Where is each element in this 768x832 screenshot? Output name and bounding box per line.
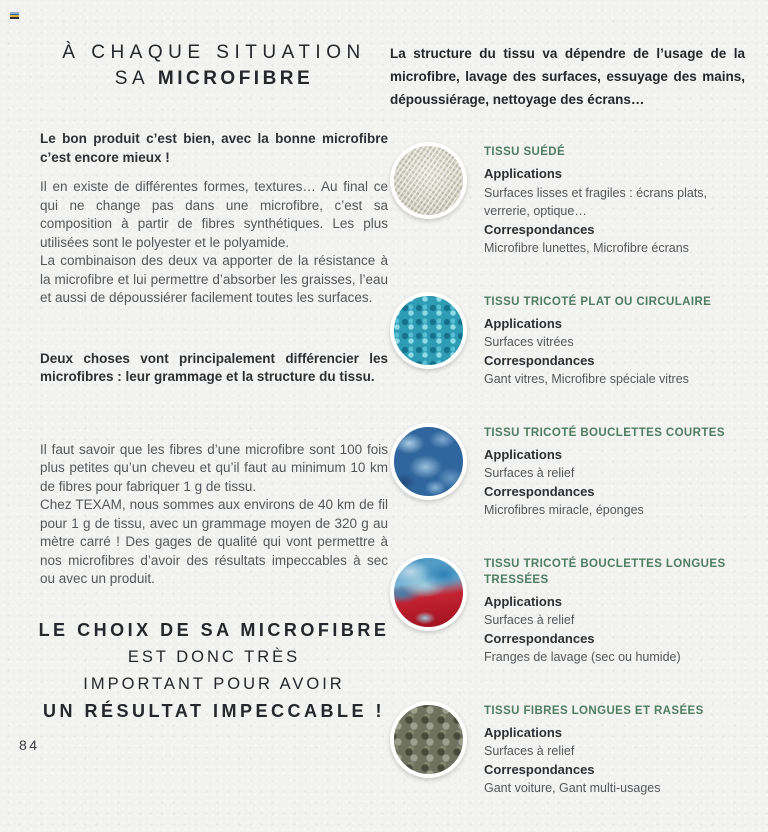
applications-value: Surfaces lisses et fragiles : écrans plats, verrerie, optique… (484, 185, 708, 218)
fabric-item-tricote-plat (390, 292, 748, 389)
fabric-item-suede (390, 142, 748, 258)
applications-value: Surfaces vitrées (484, 335, 574, 349)
fabric-title: TISSU TRICOTÉ PLAT OU CIRCULAIRE (484, 295, 712, 308)
paragraph-good-product: Le bon produit c’est bien, avec la bonne microfibre c’est encore mieux ! (40, 131, 388, 165)
applications-value: Surfaces à relief (484, 466, 575, 480)
correspondances-value: Gant vitres, Microfibre spéciale vitres (484, 372, 689, 386)
fabric-photo-blue-loops (390, 423, 467, 500)
fabric-item-fibres-rasees (390, 701, 748, 798)
fabric-title: TISSU TRICOTÉ BOUCLETTES LONGUES TRESSÉES (484, 557, 726, 586)
applications-value: Surfaces à relief (484, 613, 575, 627)
page-title (40, 40, 388, 92)
paragraph-two-differences: Deux choses vont principalement différencier les microfibres : leur grammage et la structure du tissu. (40, 350, 388, 384)
fabric-title: TISSU TRICOTÉ BOUCLETTES COURTES (484, 426, 725, 439)
left-column (40, 40, 388, 589)
page-number: 84 (19, 737, 40, 753)
correspondances-value: Gant voiture, Gant multi-usages (484, 781, 661, 795)
correspondances-value: Franges de lavage (sec ou humide) (484, 650, 681, 664)
fabric-info (484, 554, 736, 667)
correspondances-label: Correspondances (484, 221, 595, 237)
applications-label: Applications (484, 593, 563, 609)
paragraph-combination: La combinaison des deux va apporter de la résistance à la microfibre et lui permettre d’absorber les graisses, l’eau et aussi de dépoussiérer facilement toutes les surfaces. (40, 253, 388, 305)
page-title-line2-normal: SA (114, 68, 158, 89)
fabric-photo-suede (390, 142, 467, 219)
paragraph-forms-textures: Il en existe de différentes formes, textures… Au final ce qui ne change pas dans une microfibre, c’est sa composition à partir de fibres synthétiques. Les plus utilisées sont le polyester et le polyamide. (40, 179, 388, 250)
applications-label: Applications (484, 166, 563, 181)
right-column (390, 42, 748, 832)
applications-value: Surfaces à relief (484, 744, 575, 758)
paragraph-texam-quality: Chez TEXAM, nous sommes aux environs de 40 km de fil pour 1 g de tissu, avec un grammage moyen de 320 g au mètre carré ! Des gages de qualité qui vont permettre à nos microfibres d’avoir des résultats impeccables à sec ou avec un produit. (40, 497, 388, 586)
fabric-title: TISSU SUÉDÉ (484, 146, 566, 158)
intro-statement: La structure du tissu va dépendre de l’usage de la microfibre, lavage des surfaces, essuyage des mains, dépoussiérage, nettoyage des écrans… (390, 46, 745, 107)
fabric-photo-turquoise-knit (390, 292, 467, 369)
correspondances-label: Correspondances (484, 630, 595, 646)
applications-label: Applications (484, 315, 563, 331)
correspondances-value: Microfibres miracle, éponges (484, 503, 644, 517)
print-registration-mark-icon (10, 12, 19, 19)
fabric-photo-olive-fibers (390, 701, 467, 778)
fabric-title: TISSU FIBRES LONGUES ET RASÉES (484, 704, 704, 717)
page-title-line2-bold: MICROFIBRE (157, 68, 314, 89)
closing-line4: UN RÉSULTAT IMPECCABLE ! (43, 701, 385, 721)
applications-label: Applications (484, 724, 563, 740)
fabric-photo-blue-red-loops (390, 554, 467, 631)
correspondances-label: Correspondances (484, 761, 595, 777)
fabric-info (484, 423, 736, 520)
fabric-item-bouclettes-longues (390, 554, 748, 667)
closing-line3: IMPORTANT POUR AVOIR (83, 675, 345, 693)
correspondances-label: Correspondances (484, 352, 595, 368)
closing-statement (30, 617, 398, 725)
page-title-line2 (40, 66, 388, 92)
closing-line2: EST DONC TRÈS (127, 648, 301, 666)
correspondances-value: Microfibre lunettes, Microfibre écrans (484, 241, 689, 255)
fabric-info (484, 701, 736, 798)
fabric-info (484, 292, 736, 389)
applications-label: Applications (484, 446, 563, 462)
page-title-line1: À CHAQUE SITUATION (62, 42, 366, 63)
fabric-list (390, 142, 748, 798)
paragraph-fibre-facts: Il faut savoir que les fibres d’une microfibre sont 100 fois plus petites qu’un cheveu et qu’il faut au minimum 10 km de fibres pour fabriquer 1 g de tissu. (40, 441, 388, 494)
fabric-item-bouclettes-courtes (390, 423, 748, 520)
fabric-info (484, 142, 736, 258)
closing-line1: LE CHOIX DE SA MICROFIBRE (38, 620, 390, 640)
correspondances-label: Correspondances (484, 483, 595, 499)
